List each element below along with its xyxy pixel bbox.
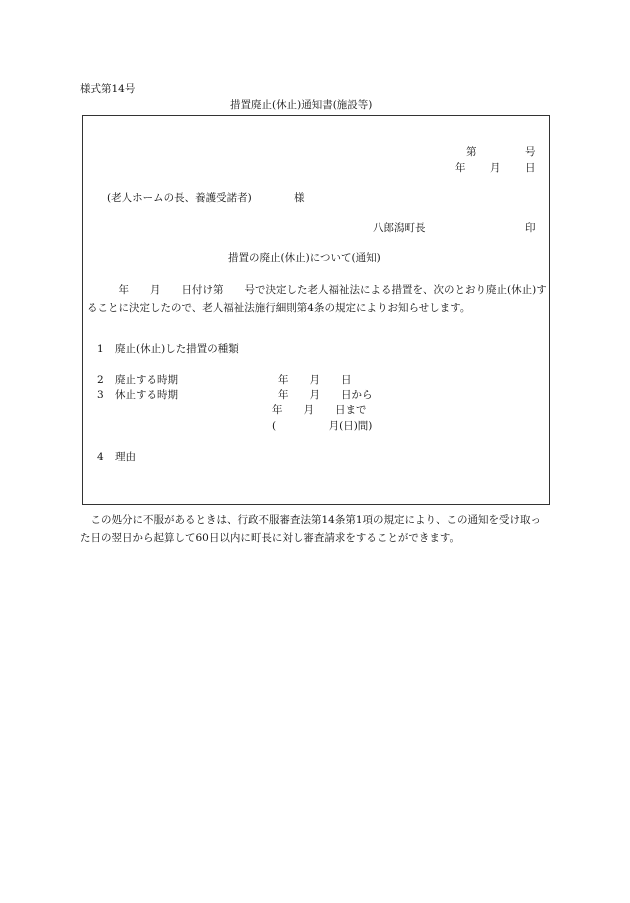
addressee-honorific: 様 (294, 192, 305, 204)
item4-number: 4 (97, 451, 104, 463)
item3-value-from: 年 月 日から (278, 389, 373, 401)
item1-label: 廃止(休止)した措置の種類 (115, 343, 239, 355)
item3-value-duration: ( 月(日)間) (272, 420, 373, 432)
date-month: 月 (490, 162, 501, 174)
number-dai: 第 (466, 146, 477, 158)
item2-label: 廃止する時期 (115, 374, 178, 386)
subject-line: 措置の廃止(休止)について(通知) (228, 252, 381, 264)
item4-label: 理由 (115, 451, 136, 463)
issuer-name: 八郎潟町長 (373, 222, 426, 234)
addressee-label: (老人ホームの長、養護受諾者) (107, 192, 252, 204)
form-number: 様式第14号 (80, 83, 136, 95)
date-year: 年 (455, 162, 466, 174)
item3-label: 休止する時期 (115, 389, 178, 401)
item1-number: 1 (97, 343, 104, 355)
item2-number: 2 (97, 374, 104, 386)
issuer-seal: 印 (525, 222, 536, 234)
footer-note: この処分に不服があるときは、行政不服審査法第14条第1項の規定により、この通知を受け取った日の翌日から起算して60日以内に町長に対し審査請求をすることができます。 (80, 514, 542, 544)
item3-number: 3 (97, 389, 104, 401)
number-go: 号 (525, 146, 536, 158)
item2-value: 年 月 日 (278, 374, 352, 386)
body-paragraph: 年 月 日付け第 号で決定した老人福祉法による措置を、次のとおり廃止(休止)することに決定したので、老人福祉法施行細則第4条の規定によりお知らせします。 (87, 284, 547, 314)
document-title: 措置廃止(休止)通知書(施設等) (230, 99, 373, 111)
item3-value-until: 年 月 日まで (272, 404, 367, 416)
date-day: 日 (525, 162, 536, 174)
